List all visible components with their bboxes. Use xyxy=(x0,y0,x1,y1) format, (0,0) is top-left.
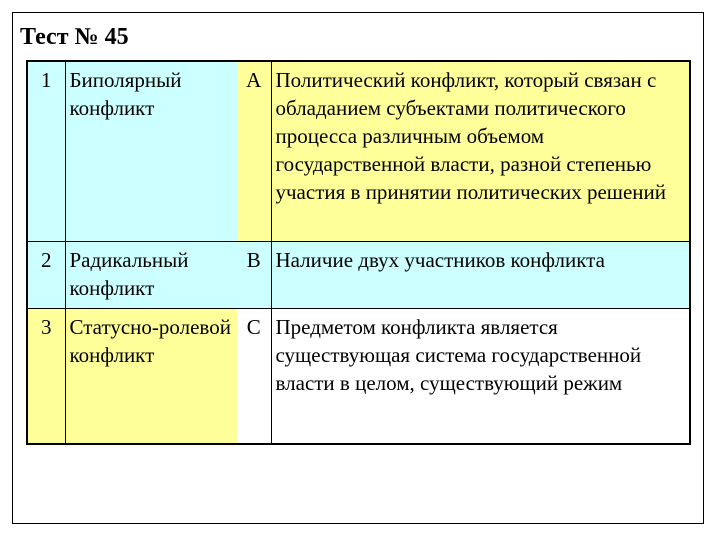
definition-text: Предметом конфликта является существующая система государственной власти в целом, существующий режим xyxy=(271,308,690,444)
definition-letter: C xyxy=(237,308,271,444)
table-row xyxy=(27,61,690,241)
definition-text: Политический конфликт, который связан с обладанием субъектами политического процесса различным объемом государственной власти, разной степенью участия в принятии политических решений xyxy=(271,61,690,241)
term-number: 2 xyxy=(27,241,65,308)
term-number: 3 xyxy=(27,308,65,444)
definition-letter: B xyxy=(237,241,271,308)
table-row xyxy=(27,241,690,308)
matching-table xyxy=(26,60,691,445)
test-title: Тест № 45 xyxy=(20,24,129,50)
term-text: Радикальный конфликт xyxy=(65,241,237,308)
table-row xyxy=(27,308,690,444)
term-text: Биполярный конфликт xyxy=(65,61,237,241)
term-number: 1 xyxy=(27,61,65,241)
definition-text: Наличие двух участников конфликта xyxy=(271,241,690,308)
term-text: Статусно-ролевой конфликт xyxy=(65,308,237,444)
definition-letter: A xyxy=(237,61,271,241)
